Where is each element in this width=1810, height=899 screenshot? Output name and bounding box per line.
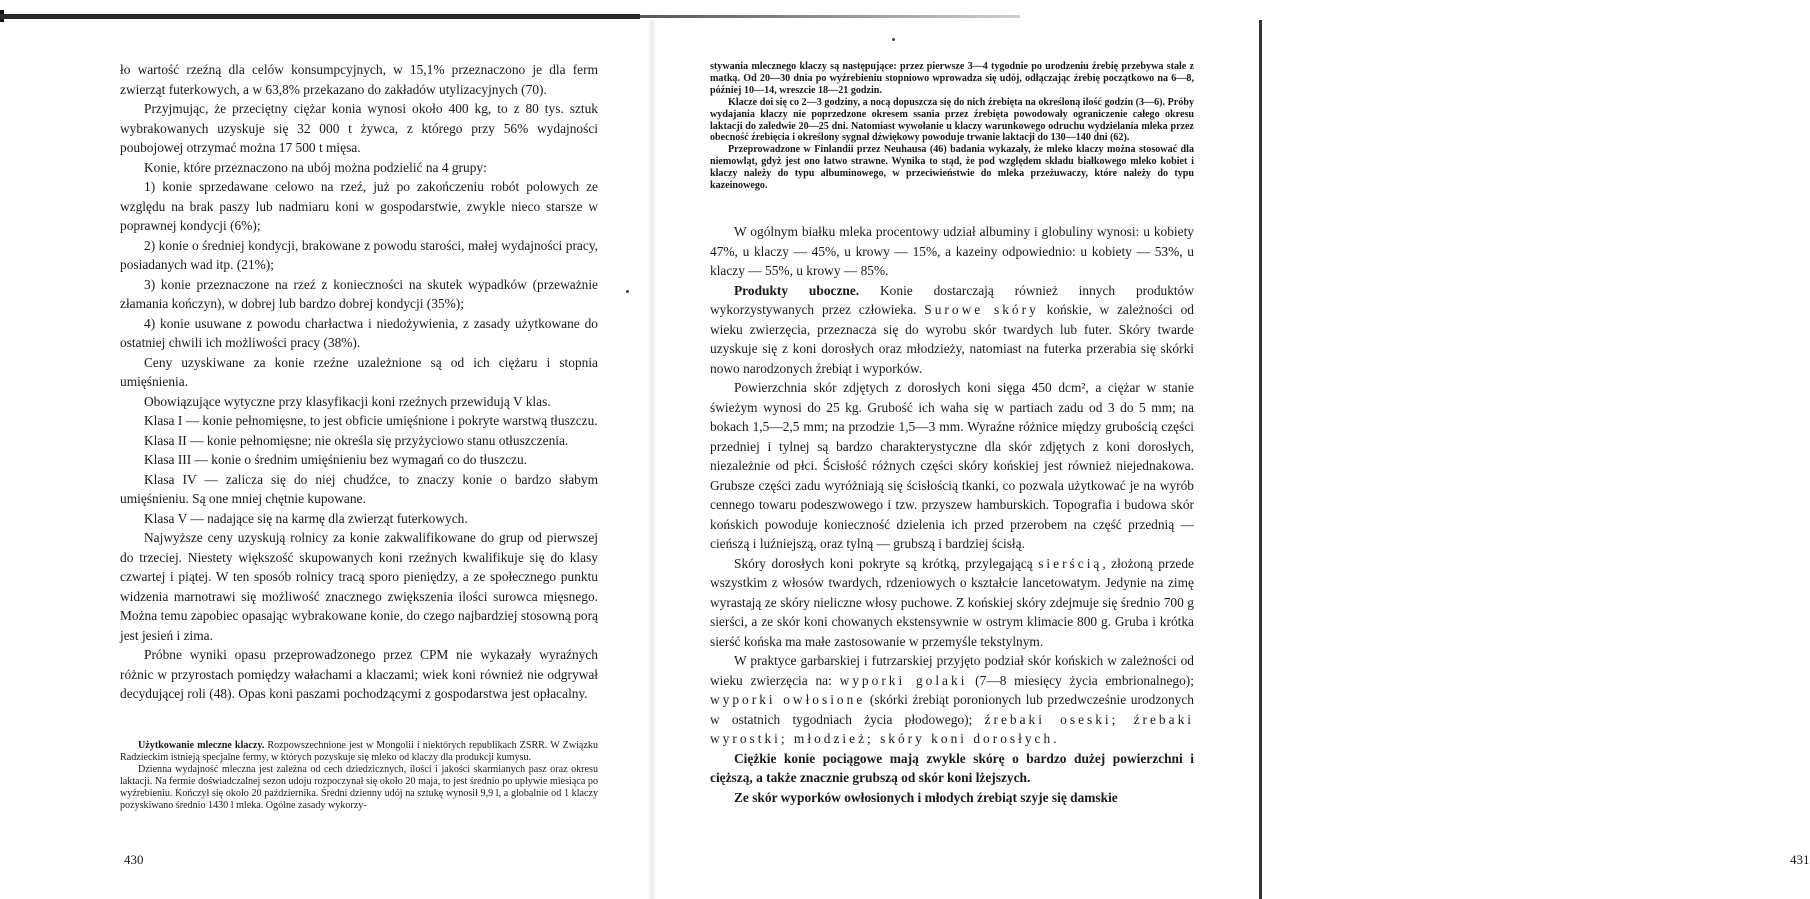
spaced-term: sierścią	[1038, 555, 1103, 571]
paragraph: 4) konie usuwane z powodu charłactwa i niedożywienia, z zasady użytkowane do ostatniej chwili ich możliwości pracy (38%).	[120, 315, 598, 350]
text-run: Konie dostarczają również innych produktów wykorzystywanych przez człowieka.	[710, 282, 1194, 317]
text-run: końskie, w zależności od wieku zwierzęcia, przeznacza się do wyrobu skór twardych lub futer. Skóry twarde uzyskuje się z koni dorosłych oraz młodzieży, natomiast na futerka przerabia się skórki nowo narodzonych źrebiąt i wyporków.	[710, 302, 1194, 376]
paragraph: 1) konie sprzedawane celowo na rzeź, już po zakończeniu robót polowych ze względu na brak paszy lub nadmiaru koni w gospodarstwie, zwykle nieco starsze w poprawnej kondycji (6%);	[120, 179, 598, 233]
paragraph: ło wartość rzeźną dla celów konsumpcyjnych, w 15,1% przeznaczono je dla ferm zwierząt futerkowych, a w 63,8% przekazano do zakładów utylizacyjnych (70).	[120, 62, 598, 97]
left-page-body	[120, 60, 598, 704]
right-page-body	[710, 222, 1194, 807]
paragraph	[710, 554, 1194, 652]
spaced-term: Surowe skóry	[924, 302, 1039, 317]
paragraph	[710, 651, 1194, 749]
smallprint-paragraph: Przeprowadzone w Finlandii przez Neuhausa (46) badania wykazały, że mleko klaczy można stosować dla niemowląt, gdyż jest ono łatwo strawne. Wynika to stąd, że pod względem składu białkowego mleko kobiet i klaczy należy do typu albuminowego, w przeciwieństwie do mleka przeżuwaczy, które należy do typu kazeinowego.	[710, 144, 1194, 192]
paragraph: Klasa I — konie pełnomięsne, to jest obficie umięśnione i pokryte warstwą tłuszczu.	[144, 413, 598, 428]
spaced-term: wyporki golaki	[839, 672, 968, 688]
spaced-term: wyporki owłosione	[710, 692, 866, 707]
smallprint-paragraph: Rozpowszechnione jest w Mongolii i niektórych republikach ZSRR. W Związku Radzieckim istnieją specjalne fermy, w których pozyskuje się mleko od klaczy dla produkcji kumysu.	[120, 740, 598, 763]
paragraph: Klasa IV — zalicza się do niej chudźce, to znaczy konie o bardzo słabym umięśnieniu. Są one mniej chętnie kupowane.	[120, 471, 598, 506]
left-page-smallprint	[120, 740, 598, 811]
left-page	[0, 0, 630, 899]
text-run: Skóry dorosłych koni pokryte są krótką, przylegającą	[734, 555, 1033, 571]
page-number: 430	[124, 852, 144, 867]
paragraph: Powierzchnia skór zdjętych z dorosłych koni sięga 450 dcm², a ciężar w stanie świeżym wynosi do 25 kg. Grubość ich waha się w partiach zadu od 3 do 5 mm; na bokach 1,5—2,5 mm; na przodzie 1,5—3 mm. Wyraźne różnice między grubością części przedniej i tylnej są bardzo charakterystyczne dla skór zdjętych z koni dorosłych, niezależnie od płci. Ścisłość różnych części skóry końskiej jest również niejednakowa. Grubsze części zadu wyróżniają się ścisłością tkanki, co pozwala użytkować je na wyrób cennego towaru podeszwowego i tzw. przyszew hamburskich. Topografia i budowa skór końskich powoduje konieczność dzielenia ich przed przerobem na część przednią — cieńszą i luźniejszą, oraz tylną — grubszą i bardziej ścisłą.	[710, 380, 1194, 551]
text-run: (7—8 miesięcy życia embrionalnego);	[975, 672, 1194, 688]
page-number: 431	[1790, 852, 1810, 867]
spaced-term: źrebaki oseski; źrebaki wyrostki; młodzież; skóry koni dorosłych.	[710, 711, 1194, 746]
paragraph: Konie, które przeznaczono na ubój można podzielić na 4 grupy:	[144, 159, 487, 175]
smallprint-paragraph: stywania mlecznego klaczy są następujące: przez pierwsze 3—4 tygodnie po urodzeniu źrebię przebywa stale z matką. Od 20—30 dnia po wyźrebieniu stopniowo wprowadza się udój, odłączając źrebię początkowo na 6—8, później 10—14, wreszcie 18—21 godzin.	[710, 61, 1194, 96]
paragraph: Próbne wyniki opasu przeprowadzonego przez CPM nie wykazały wyraźnych różnic w przyrostach pomiędzy wałachami a klaczami; wiek koni również nie odgrywał decydującej roli (48). Opas koni paszami pochodzącymi z gospodarstwa jest opłacalny.	[120, 647, 598, 701]
section-heading: Produkty uboczne.	[734, 282, 860, 298]
paragraph: W ogólnym białku mleka procentowy udział albuminy i globuliny wynosi: u kobiety 47%, u klaczy — 45%, u krowy — 15%, a kazeiny odpowiednio: u kobiety — 53%, u klaczy — 55%, u krowy — 85%.	[710, 224, 1194, 278]
paragraph: 3) konie przeznaczone na rzeź z konieczności na skutek wypadków (przeważnie złamania kończyn), w dobrej lub bardzo dobrej kondycji (35%);	[120, 276, 598, 311]
paragraph: Klasa II — konie pełnomięsne; nie określa się przyżyciowo stanu otłuszczenia.	[144, 432, 569, 448]
text-run: , złożoną przede wszystkim z włosów twardych, rdzeniowych o kształcie lancetowatym. Jedynie na zimę wyrastają ze skóry nieliczne włosy puchowe. Z końskiej skóry zdejmuje się średnio 700 g sierści, a ze skór koni chowanych ekstensywnie w ostrym klimacie 800 g. Gruba i krótka sierść końska ma małe zastosowanie w przemyśle tekstylnym.	[710, 555, 1194, 649]
paragraph: 2) konie o średniej kondycji, brakowane z powodu starości, małej wydajności pracy, posiadanych wad itp. (21%);	[120, 237, 598, 272]
section-heading: Użytkowanie mleczne klaczy.	[138, 740, 265, 751]
paragraph: Obowiązujące wytyczne przy klasyfikacji koni rzeźnych przewidują V klas.	[144, 393, 551, 409]
smallprint-paragraph: Dzienna wydajność mleczna jest zależna od cech dziedzicznych, ilości i jakości skarmianych pasz oraz okresu laktacji. Na fermie doświadczalnej sezon udoju rozpoczynał się około 20 maja, to jest średnio po upływie miesiąca po wyźrebieniu. Kończył się około 20 października. Średni dzienny udój na sztukę wynosił 9,9 l, a globalnie od 1 klaczy pozyskiwano średnio 1430 l mleka. Ogólne zasady wykorzy-	[120, 763, 598, 811]
paragraph	[710, 281, 1194, 379]
paragraph: Klasa III — konie o średnim umięśnieniu bez wymagań co do tłuszczu.	[144, 452, 528, 467]
paragraph: Ceny uzyskiwane za konie rzeźne uzależnione są od ich ciężaru i stopnia umięśnienia.	[120, 354, 598, 389]
paragraph: Przyjmując, że przeciętny ciężar konia wynosi około 400 kg, to z 80 tys. sztuk wybrakowanych uzyskuje się 32 000 t żywca, z którego przy 56% wydajności poubojowej otrzymać można 17 500 t mięsa.	[120, 101, 598, 155]
right-page-smallprint	[710, 61, 1194, 192]
smallprint-paragraph: Klacze doi się co 2—3 godziny, a nocą dopuszcza się do nich źrebięta na określoną ilość godzin (3—6). Próby wydajania klaczy nie poprzedzone okresem ssania przez źrebięta powodowały ograniczenie całego okresu laktacji do zaledwie 20—25 dni. Natomiast wywołanie u klaczy warunkowego odruchu wydzielania mleka przez obecność źrebięcia i określony sygnał dźwiękowy powoduje trwanie laktacji do 130—140 dni (62).	[710, 96, 1194, 144]
paragraph: Klasa V — nadające się na karmę dla zwierząt futerkowych.	[144, 510, 468, 526]
right-page	[640, 0, 1810, 899]
paragraph: Ze skór wyporków owłosionych i młodych źrebiąt szyje się damskie	[734, 789, 1118, 805]
text-run: (skórki źrebiąt poronionych lub przedwcześnie urodzonych w ostatnich tygodniach życia płodowego);	[710, 692, 1194, 727]
paragraph: Ciężkie konie pociągowe mają zwykle skórę o bardzo dużej powierzchni i cięższą, a także znacznie grubszą od skór koni lżejszych.	[710, 750, 1194, 785]
text-run: W praktyce garbarskiej i futrzarskiej przyjęto podział skór końskich w zależności od wieku zwierzęcia na:	[710, 653, 1194, 688]
paragraph: Najwyższe ceny uzyskują rolnicy za konie zakwalifikowane do grup od pierwszej do trzeciej. Niestety większość skupowanych koni rzeźnych kwalifikuje się do klasy czwartej i piątej. W ten sposób rolnicy tracą sporo pieniędzy, a ze społecznego punktu widzenia marnotrawi się możliwość znacznego zwiększenia ilości surowca mięsnego. Można temu zapobiec opasając wybrakowane konie, do czego najbardziej stosowną porą jest jesień i zima.	[120, 530, 598, 643]
